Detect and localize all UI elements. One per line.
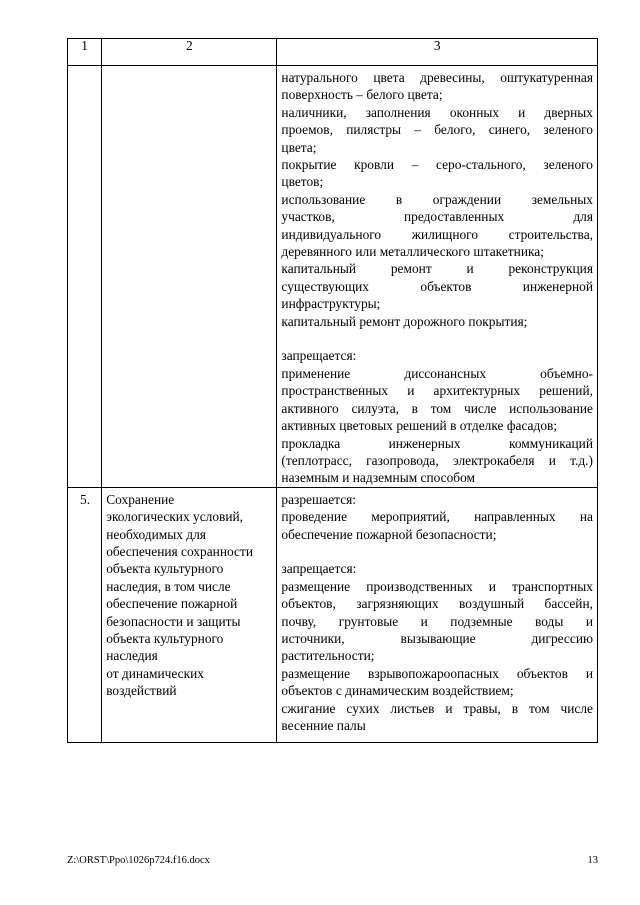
title-text xyxy=(106,491,273,700)
text-line: использование в ограждении земельных xyxy=(281,191,593,207)
table-header-row xyxy=(68,39,598,66)
text-line: применение диссонансных объемно- xyxy=(281,365,593,381)
text-line: индивидуального жилищного строительства, xyxy=(281,226,593,242)
text-line: цветов; xyxy=(281,174,324,190)
text-line: инфраструктуры; xyxy=(281,296,381,312)
text-line: пространственных и архитектурных решений, xyxy=(281,383,593,399)
text-line: безопасности и защиты xyxy=(106,613,241,629)
text-line: наземным и надземным способом xyxy=(281,470,476,486)
cell-requirements-continued xyxy=(277,66,598,488)
text-line: объекта культурного xyxy=(106,630,224,646)
text-line: воздействий xyxy=(106,683,177,699)
text-line: разрешается: xyxy=(281,491,357,507)
text-line: активного силуэта, в том числе использование xyxy=(281,400,593,416)
requirements-text xyxy=(281,69,593,487)
text-line: сжигание сухих листьев и травы, в том числе xyxy=(281,700,593,716)
text-line: проведение мероприятий, направленных на xyxy=(281,509,593,525)
text-line: капитальный ремонт и реконструкция xyxy=(281,261,593,277)
text-line: (теплотрасс, газопровода, электрокабеля и т.д.) xyxy=(281,452,593,468)
text-line: объектов, загрязняющих воздушный бассейн, xyxy=(281,596,593,612)
cell-number-empty xyxy=(68,66,102,488)
text-line: активных цветовых решений в отделке фасадов; xyxy=(281,418,558,434)
header-col3: 3 xyxy=(277,39,598,66)
text-line: капитальный ремонт дорожного покрытия; xyxy=(281,313,528,329)
text-line: экологических условий, xyxy=(106,509,244,525)
text-line: покрытие кровли – серо-стального, зеленого xyxy=(281,157,593,173)
text-line: необходимых для xyxy=(106,526,206,542)
text-line: Сохранение xyxy=(106,491,175,507)
text-line: прокладка инженерных коммуникаций xyxy=(281,435,593,451)
text-line: цвета; xyxy=(281,139,317,155)
file-path: Z:\ORST\Ppo\1026p724.f16.docx xyxy=(67,855,210,866)
text-line: объектов с динамическим воздействием; xyxy=(281,683,514,699)
table-row-continued xyxy=(68,66,598,488)
text-line: наличники, заполнения оконных и дверных xyxy=(281,104,593,120)
text-line: участков, предоставленных для xyxy=(281,209,593,225)
text-line: от динамических xyxy=(106,665,204,681)
text-line: существующих объектов инженерной xyxy=(281,278,593,294)
text-line: натурального цвета древесины, оштукатуренная xyxy=(281,70,593,85)
row-number: 5. xyxy=(68,487,102,743)
text-line: наследия xyxy=(106,648,158,664)
requirements-text xyxy=(281,491,593,735)
page-number: 13 xyxy=(587,855,598,866)
text-line: весенние палы xyxy=(281,718,366,733)
restrictions-table xyxy=(67,38,598,743)
text-line: проемов, пилястры – белого, синего, зеленого xyxy=(281,122,593,138)
text-line: поверхность – белого цвета; xyxy=(281,87,443,103)
text-line xyxy=(281,330,593,347)
text-line: размещение взрывопожароопасных объектов и xyxy=(281,665,593,681)
header-col2: 2 xyxy=(102,39,277,66)
text-line xyxy=(281,543,593,560)
header-col1: 1 xyxy=(68,39,102,66)
text-line: объекта культурного xyxy=(106,561,224,577)
text-line: растительности; xyxy=(281,648,375,664)
text-line: запрещается: xyxy=(281,561,357,577)
cell-requirements xyxy=(277,487,598,743)
text-line: запрещается: xyxy=(281,348,357,364)
text-line: обеспечения сохранности xyxy=(106,543,254,559)
text-line: обеспечение пожарной безопасности; xyxy=(281,526,497,542)
table-row-5 xyxy=(68,487,598,743)
text-line: наследия, в том числе xyxy=(106,578,231,594)
text-line: источники, вызывающие дигрессию xyxy=(281,630,593,646)
cell-title-empty xyxy=(102,66,277,488)
cell-title xyxy=(102,487,277,743)
text-line: размещение производственных и транспортных xyxy=(281,578,593,594)
text-line: деревянного или металлического штакетника; xyxy=(281,244,544,260)
text-line: почву, грунтовые и подземные воды и xyxy=(281,613,593,629)
text-line: обеспечение пожарной xyxy=(106,596,238,612)
